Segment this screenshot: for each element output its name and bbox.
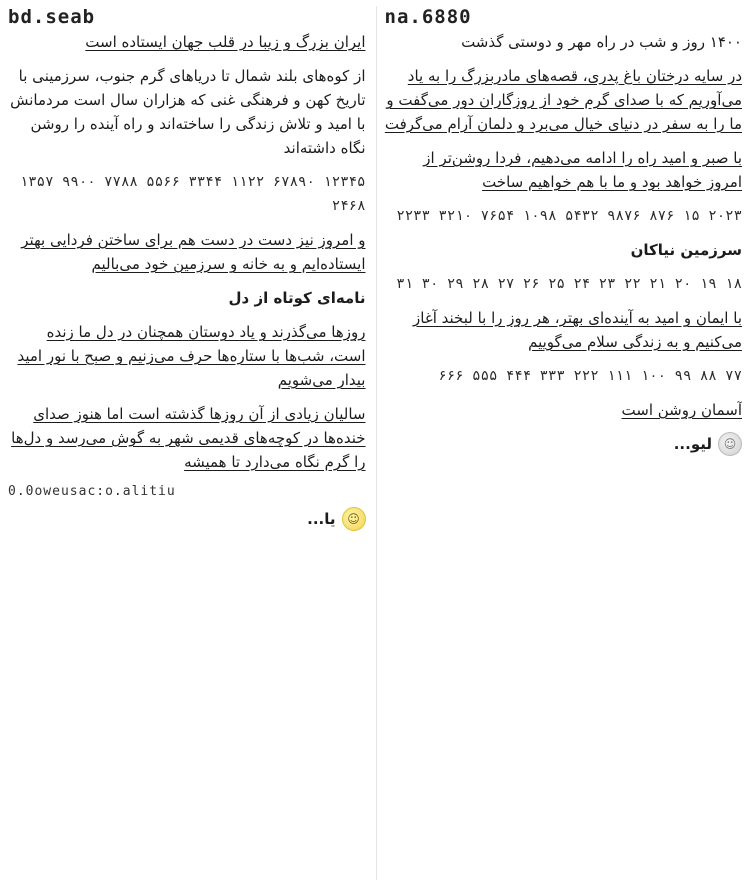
post-paragraph: آسمان روشن است (621, 401, 742, 419)
post-paragraph: ایران بزرگ و زیبا در قلب جهان ایستاده است (85, 33, 366, 51)
left-paragraphs (8, 30, 366, 474)
right-reaction-label: لیو... (673, 435, 712, 453)
post-paragraph: سالیان زیادی از آن روزها گذشته است اما هنوز صدای خنده‌ها در کوچه‌های قدیمی شهر به گوش می‌رسد و دل‌ها را گرم نگاه می‌دارد تا همیشه (11, 405, 366, 471)
post-paragraph: ۱۴۰۰ روز و شب در راه مهر و دوستی گذشت (461, 33, 742, 51)
post-paragraph: روزها می‌گذرند و یاد دوستان همچنان در دل ما زنده است، شب‌ها با ستاره‌ها حرف می‌زنیم و صبح با نور امید بیدار می‌شویم (17, 323, 366, 389)
post-paragraph: با صبر و امید راه را ادامه می‌دهیم، فردا روشن‌تر از امروز خواهد بود و ما با هم خواهیم ساخت (423, 149, 742, 191)
left-post-title: bd.seab (8, 6, 96, 28)
left-reaction-label: یا... (307, 510, 336, 528)
right-paragraphs (385, 30, 743, 422)
post-paragraph: و امروز نیز دست در دست هم برای ساختن فردایی بهتر ایستاده‌ایم و به خانه و سرزمین خود می‌بالیم (21, 231, 366, 273)
reaction-emoji-icon[interactable]: ☺ (342, 507, 366, 531)
post-paragraph: با ایمان و امید به آینده‌ای بهتر، هر روز را با لبخند آغاز می‌کنیم و به زندگی سلام می‌گوییم (413, 309, 742, 351)
left-signature: 0.0oweusac:o.alitiu (8, 484, 176, 499)
left-reactions[interactable] (8, 507, 366, 531)
post-paragraph: از کوه‌های بلند شمال تا دریاهای گرم جنوب، سرزمینی با تاریخ کهن و فرهنگی غنی که هزاران سال است مردمانش با امید و تلاش زندگی را ساخته‌اند و راه آینده را روشن نگاه داشته‌اند (10, 67, 366, 157)
right-reactions[interactable] (385, 432, 743, 456)
left-column (8, 6, 366, 880)
post-paragraph: ۱۸ ۱۹ ۲۰ ۲۱ ۲۲ ۲۳ ۲۴ ۲۵ ۲۶ ۲۷ ۲۸ ۲۹ ۳۰ ۳۱ (396, 276, 742, 292)
right-column (376, 6, 743, 880)
post-paragraph: ۱۲۳۴۵ ۶۷۸۹۰ ۱۱۲۲ ۳۳۴۴ ۵۵۶۶ ۷۷۸۸ ۹۹۰۰ ۱۳۵۷ ۲۴۶۸ (19, 174, 366, 214)
post-paragraph: نامه‌ای کوتاه از دل (228, 289, 366, 307)
reaction-emoji-icon[interactable]: ☺ (718, 432, 742, 456)
post-paragraph: در سایه درختان باغ پدری، قصه‌های مادربزرگ را به یاد می‌آوریم که با صدای گرم خود از روزگاران دور می‌گفت و ما را به سفر در دنیای خیال می‌برد و دلمان آرام می‌گرفت (384, 67, 742, 133)
post-paragraph: ۷۷ ۸۸ ۹۹ ۱۰۰ ۱۱۱ ۲۲۲ ۳۳۳ ۴۴۴ ۵۵۵ ۶۶۶ (438, 368, 742, 384)
post-paragraph: ۲۰۲۳ ۱۵ ۸۷۶ ۹۸۷۶ ۵۴۳۲ ۱۰۹۸ ۷۶۵۴ ۳۲۱۰ ۲۲۳۳ (396, 208, 742, 224)
post-paragraph: سرزمین نیاکان (630, 241, 742, 259)
right-post-title: na.6880 (384, 6, 472, 28)
